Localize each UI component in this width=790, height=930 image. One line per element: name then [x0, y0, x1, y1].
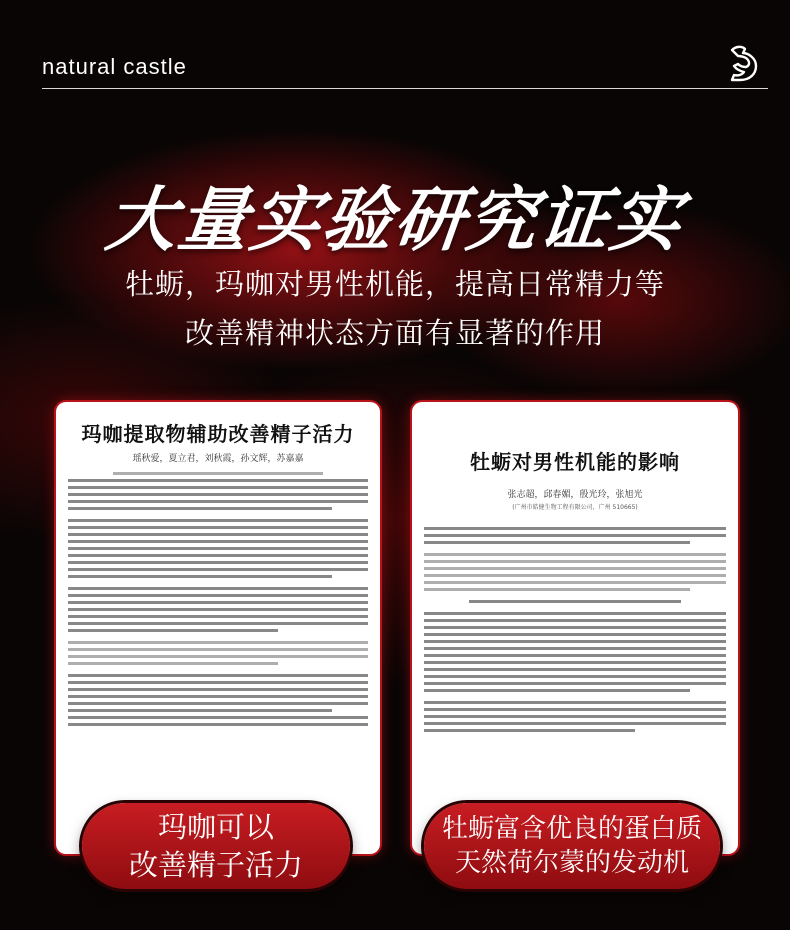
badge-line-1: 牡蛎富含优良的蛋白质: [441, 814, 702, 844]
paper-title: 牡蛎对男性机能的影响: [470, 450, 680, 474]
paper-body-text: [412, 511, 738, 732]
badge-line-2: 天然荷尔蒙的发动机: [454, 848, 689, 878]
paper-title: 玛咖提取物辅助改善精子活力: [81, 422, 355, 446]
subtitle-line-2: 改善精神状态方面有显著的作用: [184, 316, 605, 350]
header: [42, 52, 768, 89]
paper-authors: 张志超，邱春媚，殷光玲，张旭光: [507, 490, 643, 500]
brand-name: natural castle: [42, 54, 187, 79]
badge-line-1: 玛咖可以: [157, 810, 274, 844]
headline: 大量实验研究证实: [102, 179, 687, 261]
paper-authors: 瑶秋爱，夏立君，刘秋霞，孙文辉，苏嘉嘉: [132, 454, 304, 464]
paper-card-maca: [56, 402, 380, 854]
paper-body-text: [56, 464, 380, 726]
maca-benefit-badge: [82, 803, 350, 889]
flexed-arm-icon: [726, 44, 760, 84]
paper-card-oyster: [412, 402, 738, 854]
badge-line-2: 改善精子活力: [128, 848, 303, 882]
paper-affiliation: (广州市皓健生物工程有限公司，广州 510665): [512, 504, 638, 511]
subtitle-line-1: 牡蛎，玛咖对男性机能，提高日常精力等: [124, 267, 665, 301]
oyster-benefit-badge: [424, 803, 720, 889]
